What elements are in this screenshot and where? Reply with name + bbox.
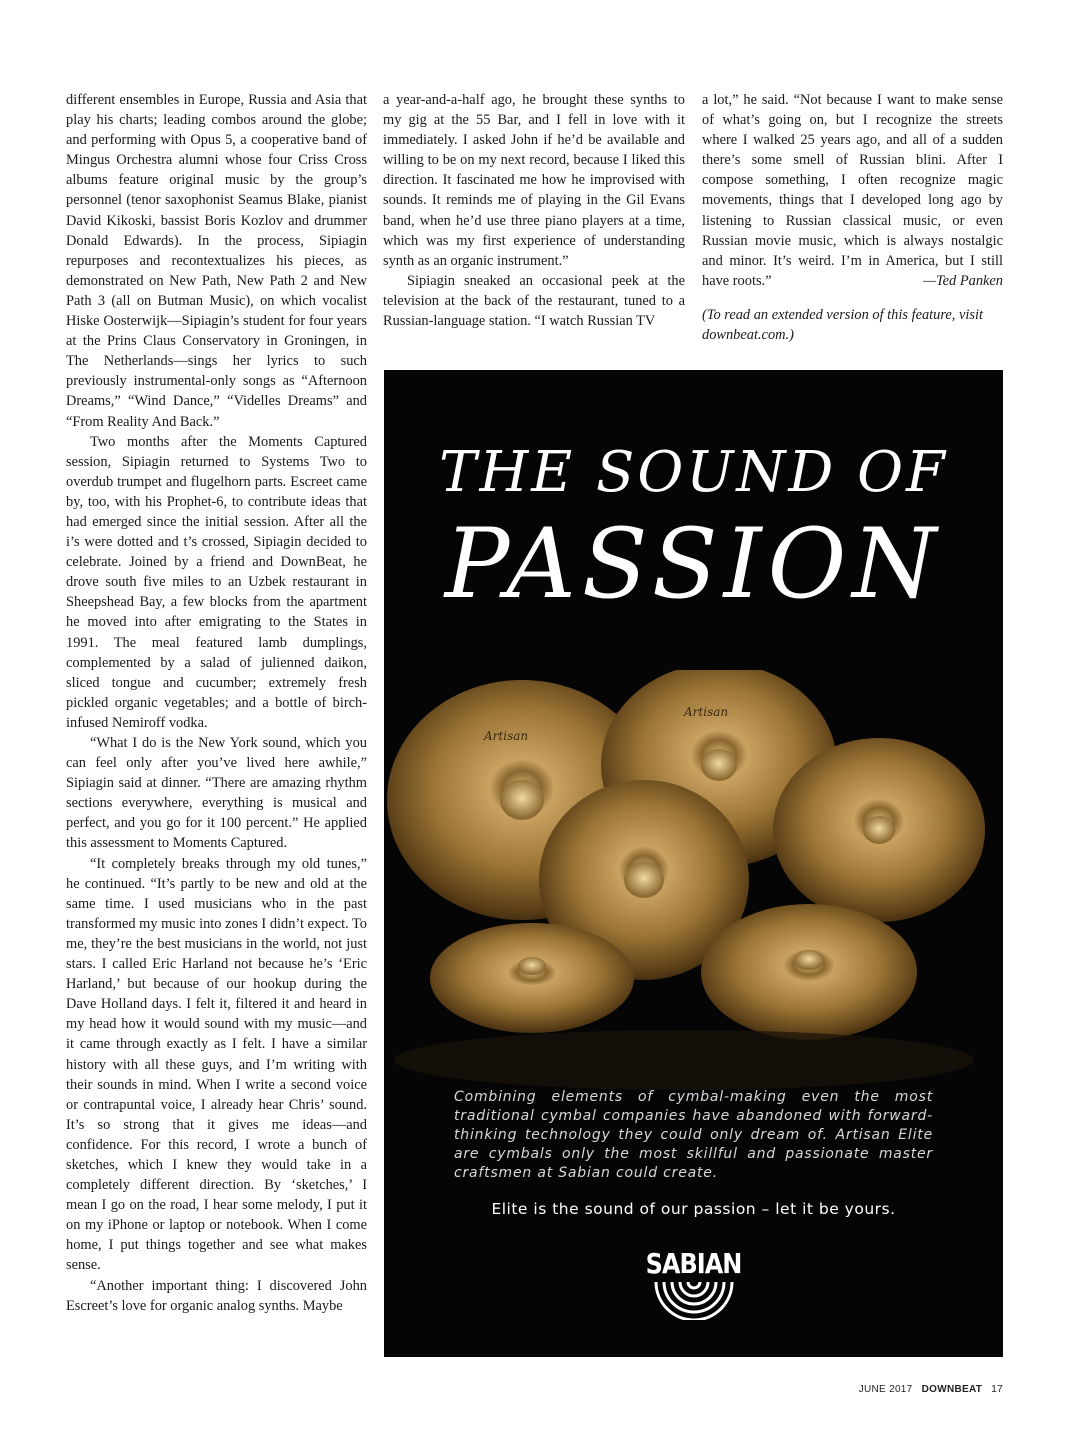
ad-headline-line1: THE SOUND OF: [439, 440, 948, 505]
paragraph: different ensembles in Europe, Russia and Asia that play his charts; leading combos around the globe; and performing with Opus 5, a cooperative band of Mingus Orchestra alumni whose four Criss Cross albums feature original music by the group’s personnel (tenor saxophonist Seamus Blake, pianist David Kikoski, bassist Boris Kozlov and drummer Donald Edwards). In the process, Sipiagin repurposes and recontextualizes his pieces, as demonstrated on New Path, New Path 2 and New Path 3 (all on Butman Music), on which vocalist Hiske Oosterwijk—Sipiagin’s student for four years at the Prins Claus Conservatory in Groningen, in The Netherlands—sings her lyrics to such previously instrumental-only songs as “Afternoon Dreams,” “Wind Dance,” “Videlles Dreams” and “From Reality And Back.”: [66, 92, 367, 430]
paragraph: “What I do is the New York sound, which you can feel only after you’ve lived here awhile,” Sipiagin said at dinner. “There are amazing rhythm sections everywhere, everything is musical and perfect, and you go for it 100 percent.” He applied this assessment to Moments Captured.: [66, 735, 367, 852]
ad-tagline: Elite is the sound of our passion – let it be yours.: [491, 1200, 896, 1218]
sabian-advertisement: [384, 370, 1003, 1357]
cymbal-front-left: [430, 923, 634, 1033]
sabian-cymbal-icon: [654, 1278, 734, 1320]
issue-date: JUNE 2017: [858, 1384, 913, 1395]
article-column-3: [702, 90, 1003, 345]
paragraph: “Another important thing: I discovered John Escreet’s love for organic analog synths. Maybe: [66, 1277, 367, 1314]
ad-headline-line2: PASSION: [444, 508, 943, 620]
page-footer: [859, 1384, 1003, 1395]
cymbals-photo: [384, 670, 1003, 1090]
ad-body-copy: Combining elements of cymbal-making even the most traditional cymbal companies have abandoned with forward-thinking technology they could only dream of. Artisan Elite are cymbals only the most skillful and passionate master craftsmen at Sabian could create.: [454, 1089, 933, 1181]
paragraph: Sipiagin sneaked an occasional peek at the television at the back of the restaurant, tuned to a Russian-language station. “I watch Russian TV: [383, 272, 685, 330]
article-column-2: [383, 90, 685, 331]
magazine-name: DOWNBEAT: [921, 1384, 983, 1395]
article-column-1: [66, 90, 367, 1316]
author-byline: —Ted Panken: [923, 272, 1003, 289]
cymbal-front-right: [701, 904, 917, 1040]
cymbal-right: [773, 738, 985, 922]
paragraph: a year-and-a-half ago, he brought these synths to my gig at the 55 Bar, and I fell in love with it immediately. I asked John if he’d be available and willing to be on my next record, because I liked this direction. It fascinated me how he improvised with sounds. It reminds me of playing in the Gil Evans band, when he’d use three piano players at a time, which was my first experience of understanding synth as an organic instrument.”: [383, 92, 685, 269]
paragraph: a lot,” he said. “Not because I want to make sense of what’s going on, but I recognize the streets where I walked 25 years ago, and all of a sudden there’s some smell of Russian blini. After I compose something, I often recognize magic movements, things that I developed long ago by listening to Russian classical music, or even Russian movie music, which is always nostalgic and minor. It’s weird. I’m in America, but I still have roots.”: [702, 92, 1003, 289]
paragraph: “It completely breaks through my old tunes,” he continued. “It’s partly to be new and old at the same time. I used musicians who in the past transformed my music into zones I didn’t expect. To me, they’re the best musicians in the world, not just stars. I called Eric Harland not because he’s ‘Eric Harland,’ but because of our hookup during the Dave Holland days. I felt it, filtered it and heard in my head how it would sound with my music—and it came through exactly as I felt. I have a similar history with all these guys, and I’m writing with their sounds in mind. When I write a second voice or contrapuntal voice, I already hear Chris’ sound. It’s so strong that it gives me ideas—and confidence. For this record, I wrote a bunch of sketches, which I knew they would take in a completely different direction. By ‘sketches,’ I mean I go on the road, I hear some melody, I put it on my iPhone or laptop or notebook. When I come home, I put things together and see what makes sense.: [66, 855, 368, 1274]
cymbal-engraving: Artisan: [484, 729, 529, 743]
page-number: 17: [991, 1384, 1003, 1395]
paragraph: Two months after the Moments Captured session, Sipiagin returned to Systems Two to overdub trumpet and flugelhorn parts. Escreet came by, too, with his Prophet-6, to contribute ideas that had emerged since the initial session. After all the i’s were dotted and t’s crossed, Sipiagin decided to celebrate. Joined by a friend and DownBeat, he drove south five miles to an Uzbek restaurant in Sheepshead Bay, a few blocks from the apartment he moved into after emigrating to the States in 1991. The meal featured lamb dumplings, complemented by a salad of julienned daikon, sliced tongue and cucumber; extremely fresh pickled organic vegetables; and a bottle of birch-infused Nemiroff vodka.: [66, 433, 367, 731]
sabian-logo: [384, 1247, 1003, 1325]
extended-version-note: (To read an extended version of this feature, visit downbeat.com.): [702, 307, 983, 344]
sabian-wordmark: SABIAN: [645, 1247, 742, 1281]
cymbal-engraving: Artisan: [684, 705, 729, 719]
